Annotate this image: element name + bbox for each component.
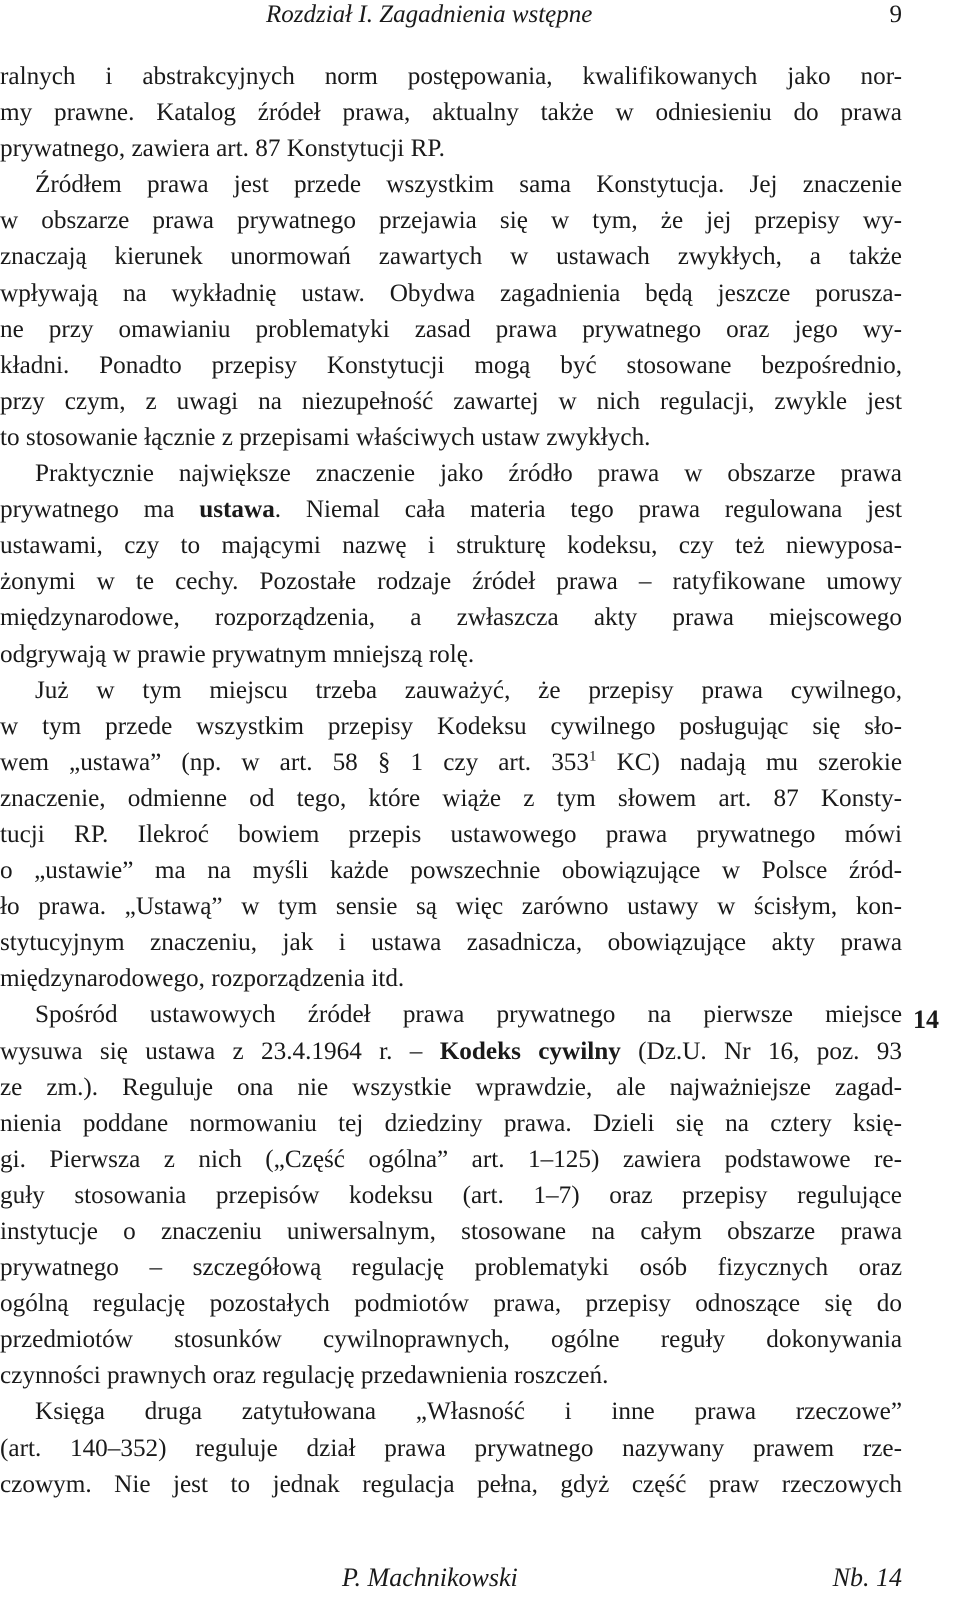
text-line: ze zm.). Reguluje ona nie wszystkie wprawdzie, ale najważniejsze zagad- <box>0 1073 902 1101</box>
text-line: czynności prawnych oraz regulację przedawnienia roszczeń. <box>0 1362 609 1390</box>
text-line: międzynarodowe, rozporządzenia, a zwłaszcza akty prawa miejscowego <box>0 604 902 632</box>
text-line: instytucje o znaczeniu uniwersalnym, stosowane na całym obszarze prawa <box>0 1218 902 1245</box>
body-text <box>0 59 902 1503</box>
text-run: wysuwa się ustawa z 23.4.1964 r. – <box>0 1037 440 1065</box>
text-line: w obszarze prawa prywatnego przejawia się w tym, że jej przepisy wy- <box>0 207 902 235</box>
chapter-title: Rozdział I. Zagadnienia wstępne <box>266 1 593 28</box>
text-line: guły stosowania przepisów kodeksu (art. 1–7) oraz przepisy regulujące <box>0 1181 902 1209</box>
text-run: wem „ustawa” (np. w art. 58 § 1 czy art. 353 <box>0 748 589 776</box>
margin-number: 14 <box>913 1005 939 1034</box>
text-run: prywatnego ma <box>0 496 200 524</box>
text-line: międzynarodowego, rozporządzenia itd. <box>0 965 405 993</box>
text-line: ralnych i abstrakcyjnych norm postępowania, kwalifikowanych jako nor- <box>0 63 902 90</box>
footer-marginal-number: Nb. 14 <box>832 1563 902 1592</box>
text-line: odgrywają w prawie prywatnym mniejszą rolę. <box>0 640 475 668</box>
text-line: przy czym, z uwagi na niezupełność zawartej w nich regulacji, zwykle jest <box>0 387 902 415</box>
text-line <box>0 1034 902 1070</box>
text-line: tucji RP. Ilekroć bowiem przepis ustawowego prawa prywatnego mówi <box>0 820 902 848</box>
text-line: Księga druga zatytułowana „Własność i inne prawa rzeczowe” <box>35 1398 902 1426</box>
page-footer <box>0 1560 960 1600</box>
text-run: . Niemal cała materia tego prawa regulowana jest <box>274 496 902 524</box>
text-line: o „ustawie” ma na myśli każde powszechnie obowiązujące w Polsce źród- <box>0 857 902 885</box>
text-line: gi. Pierwsza z nich („Część ogólna” art. 1–125) zawiera podstawowe re- <box>0 1145 902 1173</box>
text-line <box>0 745 902 781</box>
text-line: (art. 140–352) reguluje dział prawa prywatnego nazywany prawem rze- <box>0 1434 902 1462</box>
text-line: ogólną regulację pozostałych podmiotów prawa, przepisy odnoszące się do <box>0 1290 902 1318</box>
text-line: czowym. Nie jest to jednak regulacja pełna, gdyż część praw rzeczowych <box>0 1470 902 1498</box>
text-line: prywatnego – szczegółową regulację problematyki osób fizycznych oraz <box>0 1254 902 1282</box>
text-line: żonymi w te cechy. Pozostałe rodzaje źródeł prawa – ratyfikowane umowy <box>0 568 902 596</box>
text-line: Spośród ustawowych źródeł prawa prywatnego na pierwsze miejsce <box>35 1001 902 1029</box>
bold-term-ustawa: ustawa <box>199 496 275 524</box>
text-line: prywatnego, zawiera art. 87 Konstytucji RP. <box>0 135 445 163</box>
text-line: to stosowanie łącznie z przepisami właściwych ustaw zwykłych. <box>0 423 651 451</box>
text-line: my prawne. Katalog źródeł prawa, aktualny także w odniesieniu do prawa <box>0 99 902 127</box>
text-line: Praktycznie największe znaczenie jako źródło prawa w obszarze prawa <box>35 460 902 488</box>
text-line: ne przy omawianiu problematyki zasad prawa prywatnego oraz jego wy- <box>0 315 902 343</box>
page-number: 9 <box>889 1 902 28</box>
text-line: kładni. Ponadto przepisy Konstytucji mogą być stosowane bezpośrednio, <box>0 351 902 379</box>
text-line: wpływają na wykładnię ustaw. Obydwa zagadnienia będą jeszcze porusza- <box>0 279 902 307</box>
text-line: przedmiotów stosunków cywilnoprawnych, ogólne reguły dokonywania <box>0 1326 902 1354</box>
text-line: znaczenie, odmienne od tego, które wiąże z tym słowem art. 87 Konsty- <box>0 784 902 812</box>
superscript: 1 <box>588 748 597 765</box>
text-line: w tym przede wszystkim przepisy Kodeksu cywilnego posługując się sło- <box>0 712 902 740</box>
text-line: ło prawa. „Ustawą” w tym sensie są więc zarówno ustawy w ścisłym, kon- <box>0 893 902 921</box>
text-line: nienia poddane normowaniu tej dziedziny prawa. Dzieli się na cztery księ- <box>0 1109 902 1137</box>
text-run: KC) nadają mu szerokie <box>596 748 903 776</box>
text-line: stytucyjnym znaczeniu, jak i ustawa zasadnicza, obowiązujące akty prawa <box>0 929 902 957</box>
text-line: ustawami, czy to mającymi nazwę i strukturę kodeksu, czy też niewyposa- <box>0 532 902 560</box>
text-run: (Dz.U. Nr 16, poz. 93 <box>620 1037 902 1065</box>
text-line: Źródłem prawa jest przede wszystkim sama Konstytucja. Jej znaczenie <box>35 171 902 199</box>
bold-term-kodeks-cywilny: Kodeks cywilny <box>439 1037 621 1065</box>
text-line: Już w tym miejscu trzeba zauważyć, że przepisy prawa cywilnego, <box>35 676 902 704</box>
text-line <box>0 492 902 528</box>
running-head <box>0 0 960 36</box>
footer-author: P. Machnikowski <box>342 1563 518 1592</box>
text-line: znaczają kierunek unormowań zawartych w ustawach zwykłych, a także <box>0 243 902 271</box>
